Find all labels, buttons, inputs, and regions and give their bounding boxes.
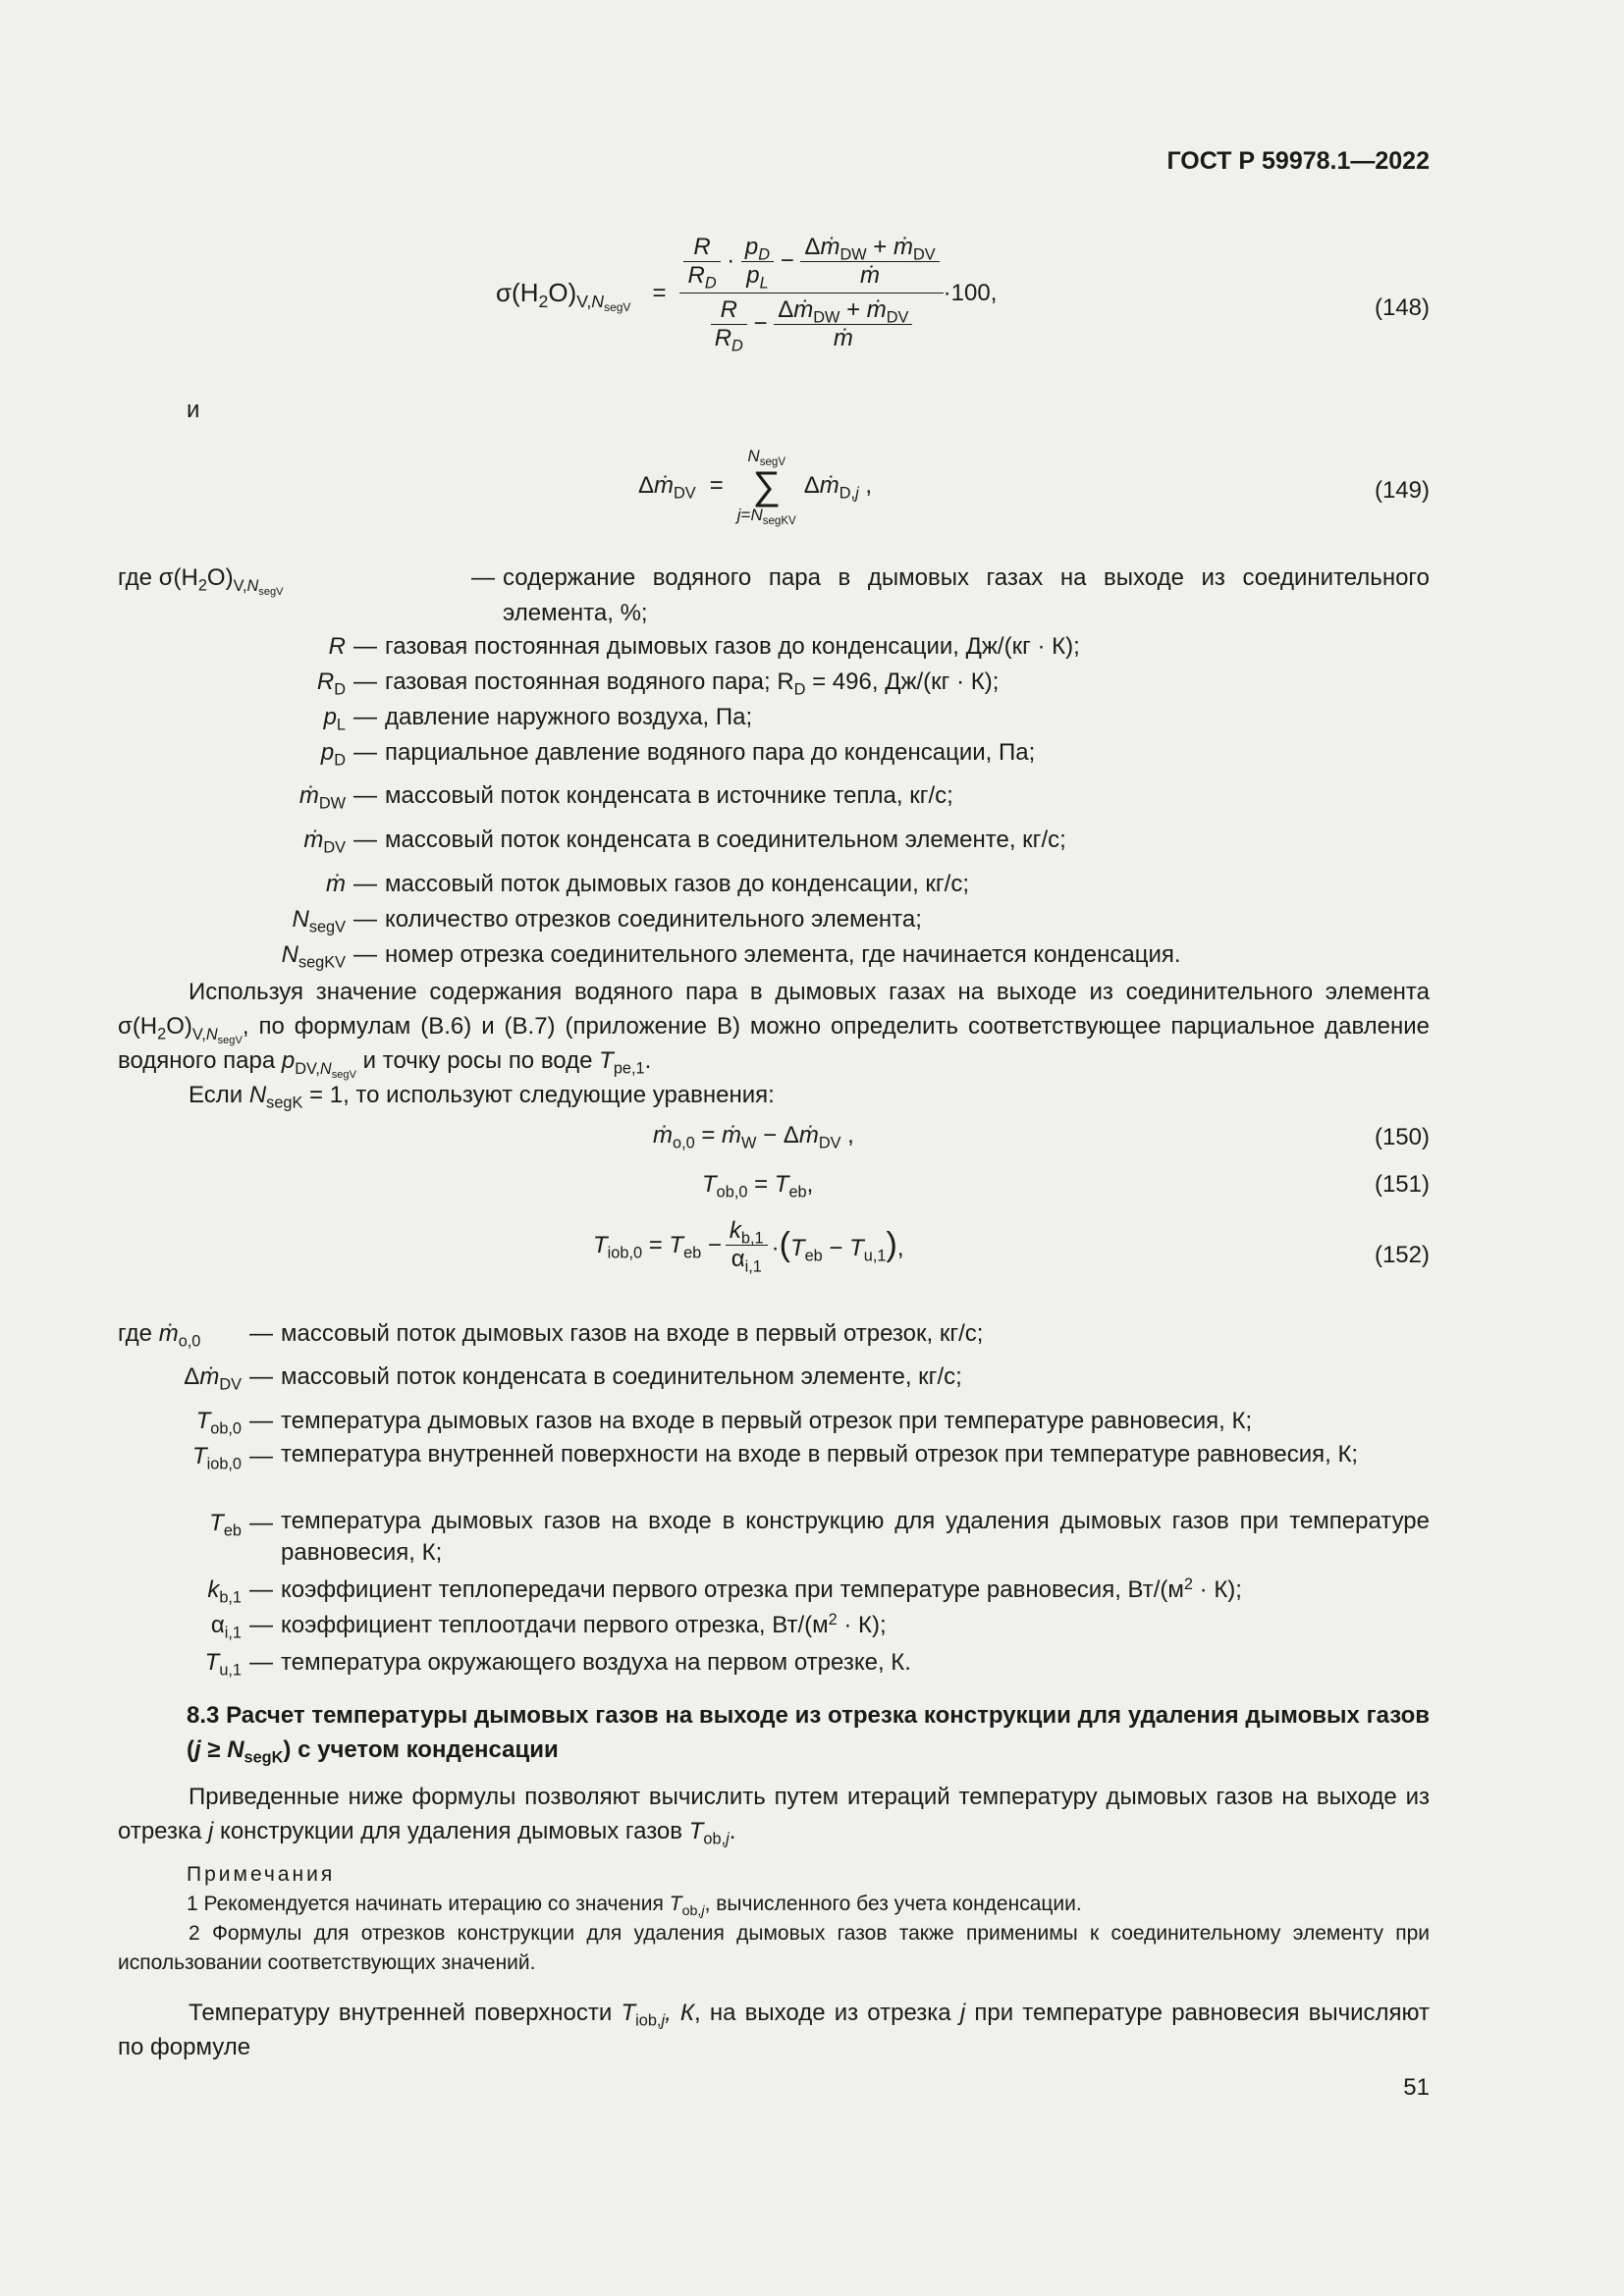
formula-150-number: (150) <box>1374 1124 1430 1150</box>
definition-row: где $\sigma(H_2O)_{V,N_{segV}}$ — содержание водяного пара в дымовых газах на выходе из соединительного элемента, %; <box>118 564 1430 626</box>
note-1: 1 Рекомендуется начинать итерацию со значения $T_{ob,j}$, вычисленного без учета конденсации. <box>187 1893 1082 1919</box>
where-label: где <box>118 1320 153 1347</box>
definition-row: $R_D$ — газовая постоянная водяного пара; $R_D = 496$, Дж/(кг · К); <box>316 668 1000 699</box>
definition-row: $T_{eb}$ — температура дымовых газов на входе в конструкцию для удаления дымовых газов при температуре равновесия, К; <box>209 1508 1430 1566</box>
definition-row: $T_{iob,0}$ — температура внутренней поверхности на входе в первый отрезок при температуре равновесия, К; <box>191 1441 1359 1473</box>
section-intro: Приведенные ниже формулы позволяют вычислить путем итераций температуру дымовых газов на выходе из отрезка j конструкции для удаления дымовых газов $T_{ob,j}$. <box>118 1784 1430 1848</box>
closing-paragraph: Температуру внутренней поверхности $T_{iob,j}$, К, на выходе из отрезка j при температуре равновесия вычисляют по формуле <box>118 2000 1431 2060</box>
definition-row: ṁ$_{DW}$ — массовый поток конденсата в источнике тепла, кг/с; <box>298 782 953 813</box>
definition-row: ṁ — массовый поток дымовых газов до конденсации, кг/с; <box>326 871 969 897</box>
definition-row: $T_{ob,0}$ — температура дымовых газов на входе в первый отрезок при температуре равновесия, К; <box>195 1408 1253 1438</box>
formula-151-number: (151) <box>1374 1171 1430 1198</box>
formula-152-number: (152) <box>1374 1242 1430 1268</box>
note-2: 2 Формулы для отрезков конструкции для удаления дымовых газов также применимы к соединительному элементу при использовании соответствующих значений. <box>118 1922 1430 1974</box>
where-label: где <box>118 564 153 591</box>
paragraph-dew-point: Используя значение содержания водяного пара в дымовых газах на выходе из соединительного элемента $\sigma(H_2O)_{V,N_{segV}}$, по формулам (В.6) и (В.7) (приложение В) можно определить соответствующее парциальное давление водяного пара $p_{DV,N_{segV}}$ и точку росы по воде $T_{pe,1}$. <box>118 979 1430 1081</box>
definition-row: где ṁ$_{o,0}$ — массовый поток дымовых газов на входе в первый отрезок, кг/с; <box>118 1320 984 1351</box>
notes-title: Примечания <box>187 1863 336 1886</box>
section-heading: 8.3 Расчет температуры дымовых газов на выходе из отрезка конструкции для удаления дымовых газов $(j \ge N_{segK})$ с учетом конденсации <box>187 1702 1430 1767</box>
formula-148-number: (148) <box>1374 294 1430 321</box>
definition-row: $\alpha_{i,1}$ — коэффициент теплоотдачи первого отрезка, $Вт/(м^2 \cdot К)$; <box>210 1610 887 1642</box>
definition-row: $N_{segV}$ — количество отрезков соединительного элемента; <box>292 906 922 936</box>
formula-149: Δṁ$_{DV}$ = $N_{segV}$ ∑ $j=N_{segKV}$ Δṁ$_{D,j}$ , <box>638 447 873 528</box>
definition-row: $p_L$ — давление наружного воздуха, Па; <box>323 704 753 734</box>
formula-148: $\sigma(H_2O)_{V,N_{segV}}$ = $\frac{R}{R_D}$ · $\frac{p_D}{p_L}$ − $\frac{\Delta ṁ_{DW} + ṁ_{DV}}{\text{ṁ}}$ $\frac{R}{R_D}$ − $\frac{\Delta ṁ_{DW} + ṁ_{DV}}{\text{ṁ}}$ ·100, <box>496 234 998 355</box>
definition-row: $N_{segKV}$ — номер отрезка соединительного элемента, где начинается конденсация. <box>281 941 1181 972</box>
definition-row: $p_D$ — парциальное давление водяного пара до конденсации, Па; <box>320 739 1036 770</box>
formula-151: $T_{ob,0} = T_{eb}$, <box>702 1171 814 1201</box>
definition-row: ṁ$_{DV}$ — массовый поток конденсата в соединительном элементе, кг/с; <box>303 827 1066 857</box>
definition-row: R — газовая постоянная дымовых газов до конденсации, Дж/(кг · К); <box>328 633 1080 660</box>
definition-row: $k_{b,1}$ — коэффициент теплопередачи первого отрезка при температуре равновесия, $Вт/(м^2 \cdot К)$; <box>207 1575 1242 1607</box>
paragraph-segk: Если $N_{segK} = 1$, то используют следующие уравнения: <box>189 1082 775 1112</box>
conjunction-and: и <box>187 397 200 423</box>
page-number: 51 <box>1403 2074 1430 2101</box>
formula-148-factor: ·100, <box>943 279 998 306</box>
document-header: ГОСТ Р 59978.1—2022 <box>1166 147 1430 175</box>
formula-150: ṁ$_{o,0}$ = ṁ$_W$ − Δṁ$_{DV}$ , <box>653 1122 854 1152</box>
formula-152: $T_{iob,0} = T_{eb}$ − $\frac{k_{b,1}}{\alpha_{i,1}}$ $\cdot(T_{eb} - T_{u,1})$, <box>593 1217 904 1276</box>
definition-row: $T_{u,1}$ — температура окружающего воздуха на первом отрезке, К. <box>204 1649 911 1680</box>
formula-149-number: (149) <box>1374 477 1430 504</box>
definition-row: Δṁ$_{DV}$ — массовый поток конденсата в соединительном элементе, кг/с; <box>184 1363 962 1394</box>
